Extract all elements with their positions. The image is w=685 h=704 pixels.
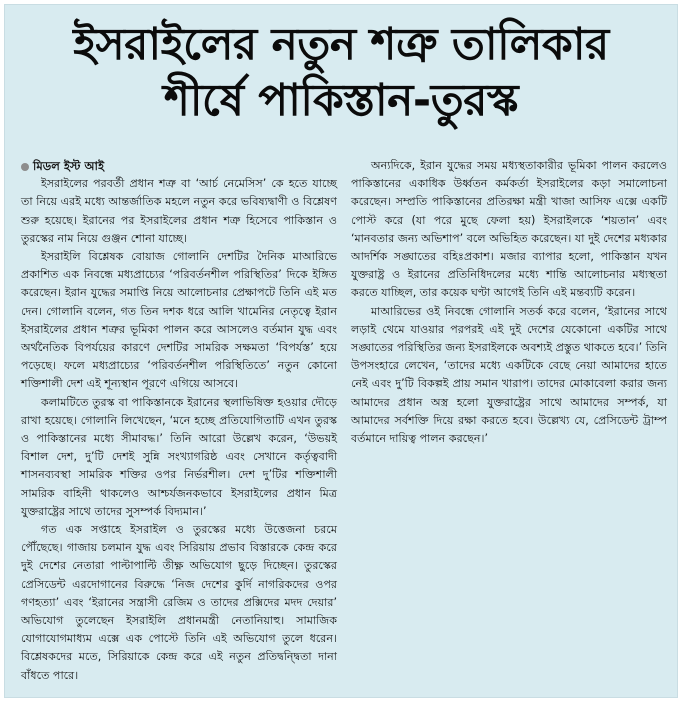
paragraph-3: কলামটিতে তুরস্ক বা পাকিস্তানকে ইরানের স্থলাভিষিক্ত হওয়ার দৌড়ে রাখা হয়েছে। গোলানি লিখেছেন, ‘মনে হচ্ছে প্রতিযোগিতাটি এখন তুরস্ক ও পাকিস্তানের মধ্যে সীমাবদ্ধ।’ তিনি আরো উল্লেখ করেন, ‘উভয়ই বিশাল দেশ, দু’টি দেশই সুন্নি সংখ্যাগরিষ্ঠ এবং সেখানে কর্তৃত্ববাদী শাসনব্যবস্থা সামরিক শক্তির ওপর নির্ভরশীল। দেশ দু’টির শক্তিশালী সামরিক বাহিনী থাকলেও আশ্চর্যজনকভাবে ইসরাইলের প্রধান মিত্র যুক্তরাষ্ট্রের সাথে তাদের সুসম্পর্ক বিদ্যমান।’: [21, 395, 337, 518]
headline: [5, 17, 677, 129]
byline: [21, 157, 337, 175]
paragraph-6: মাআরিভের ওই নিবন্ধে গোলানি সতর্ক করে বলেন, ‘ইরানের সাথে লড়াই থেমে যাওয়ার পরপরই এই দুই দেশের যেকোনো একটির সাথে সঙ্ঘাতের পরিস্থিতির জন্য ইসরাইলকে অবশ্যই প্রস্তুত থাকতে হবে।’ তিনি উপসংহারে লেখেন, ‘তাদের মধ্যে একটিকে বেছে নেয়া আমাদের হাতে নেই এবং দু’টি বিকল্পই প্রায় সমান খারাপ। তাদের মোকাবেলা করার জন্য আমাদের প্রধান অস্ত্র হলো যুক্তরাষ্ট্রের সাথে আমাদের সম্পর্ক, যা আমাদের সর্বশক্তি দিয়ে রক্ষা করতে হবে। উল্লেখ্য যে, প্রেসিডেন্ট ট্রাম্প বর্তমানে দায়িত্ব পালন করছেন।’: [351, 304, 667, 446]
bullet-icon: [21, 163, 29, 171]
article-body: [21, 157, 667, 693]
paragraph-4: গত এক সপ্তাহে ইসরাইল ও তুরস্কের মধ্যে উত্তেজনা চরমে পৌঁছেছে। গাজায় চলমান যুদ্ধ এবং সিরিয়ায় প্রভাব বিস্তারকে কেন্দ্র করে দুই দেশের নেতারা পাল্টাপাল্টি তীক্ষ্ণ অভিযোগ ছুড়ে দিচ্ছেন। তুরস্কের প্রেসিডেন্ট এরদোগানের বিরুদ্ধে ‘নিজ দেশের কুর্দি নাগরিকদের ওপর গণহত্যা’ এবং ‘ইরানের সন্ত্রাসী রেজিম ও তাদের প্রক্সিদের মদদ দেয়ার’ অভিযোগ তুলেছেন ইসরাইলি প্রধানমন্ত্রী নেতানিয়াহু। সামাজিক যোগাযোগমাধ্যম এক্সে এক পোস্টে তিনি এই অভিযোগ তুলে ধরেন। বিশ্লেষকদের মতে, সিরিয়াকে কেন্দ্র করে এই নতুন প্রতিদ্বন্দ্বিতা দানা বাঁধতে পারে।: [21, 523, 337, 682]
byline-text: মিডল ইস্ট আই: [33, 159, 105, 173]
paragraph-2: ইসরাইলি বিশ্লেষক বোয়াজ গোলানি দেশটির দৈনিক মাআরিভে প্রকাশিত এক নিবন্ধে মধ্যপ্রাচ্যের ‘পরিবর্তনশীল পরিস্থিতির’ দিকে ইঙ্গিত করেছেন। ইরান যুদ্ধের সমাপ্তি নিয়ে আলোচনার প্রেক্ষাপটে তিনি এই মত দেন। গোলানি বলেন, গত তিন দশক ধরে আলি খামেনির নেতৃত্বে ইরান ইসরাইলের প্রধান শত্রুর ভূমিকা পালন করে আসলেও বর্তমান যুদ্ধ এবং অর্থনৈতিক বিপর্যয়ের কারণে দেশটির সামরিক সক্ষমতা ‘বিপর্যস্ত’ হয়ে পড়েছে। ফলে মধ্যপ্রাচ্যের ‘পরিবর্তনশীল পরিস্থিতিতে’ নতুন কোনো শক্তিশালী দেশ এই শূন্যস্থান পূরণে এগিয়ে আসবে।: [21, 250, 337, 391]
paragraph-5: অন্যদিকে, ইরান যুদ্ধের সময় মধ্যস্থতাকারীর ভূমিকা পালন করলেও পাকিস্তানের একাধিক উর্ধ্বতন কর্মকর্তা ইসরাইলের কড়া সমালোচনা করেছেন। সম্প্রতি পাকিস্তানের প্রতিরক্ষা মন্ত্রী খাজা আসিফ এক্সে একটি পোস্ট করে (যা পরে মুছে ফেলা হয়) ইসরাইলকে ‘শয়তান’ এবং ‘মানবতার জন্য অভিশাপ’ বলে অভিহিত করেছেন। যা দুই দেশের মধ্যকার আদর্শিক সঙ্ঘাতের বহিঃপ্রকাশ। মজার ব্যাপার হলো, পাকিস্তান যখন যুক্তরাষ্ট্র ও ইরানের প্রতিনিধিদলের মধ্যে শান্তি আলোচনার মধ্যস্থতা করতে যাচ্ছিল, তার কয়েক ঘণ্টা আগেই তিনি এই মন্তব্যটি করেন।: [351, 159, 667, 300]
newspaper-clipping: [4, 4, 678, 698]
headline-line-1: ইসরাইলের নতুন শত্রু তালিকার: [73, 19, 609, 70]
paragraph-1: ইসরাইলের পরবর্তী প্রধান শত্রু বা ‘আর্চ নেমেসিস’ কে হতে যাচ্ছে তা নিয়ে এরই মধ্যে আন্তর্জাতিক মহলে নতুন করে ভবিষ্যদ্বাণী ও বিশ্লেষণ শুরু হয়েছে। ইরানের পর ইসরাইলের প্রধান শত্রু হিসেবে পাকিস্তান ও তুরস্কের নাম নিয়ে গুঞ্জন শোনা যাচ্ছে।: [21, 177, 337, 245]
headline-line-2: শীর্ষে পাকিস্তান-তুরস্ক: [163, 75, 519, 126]
